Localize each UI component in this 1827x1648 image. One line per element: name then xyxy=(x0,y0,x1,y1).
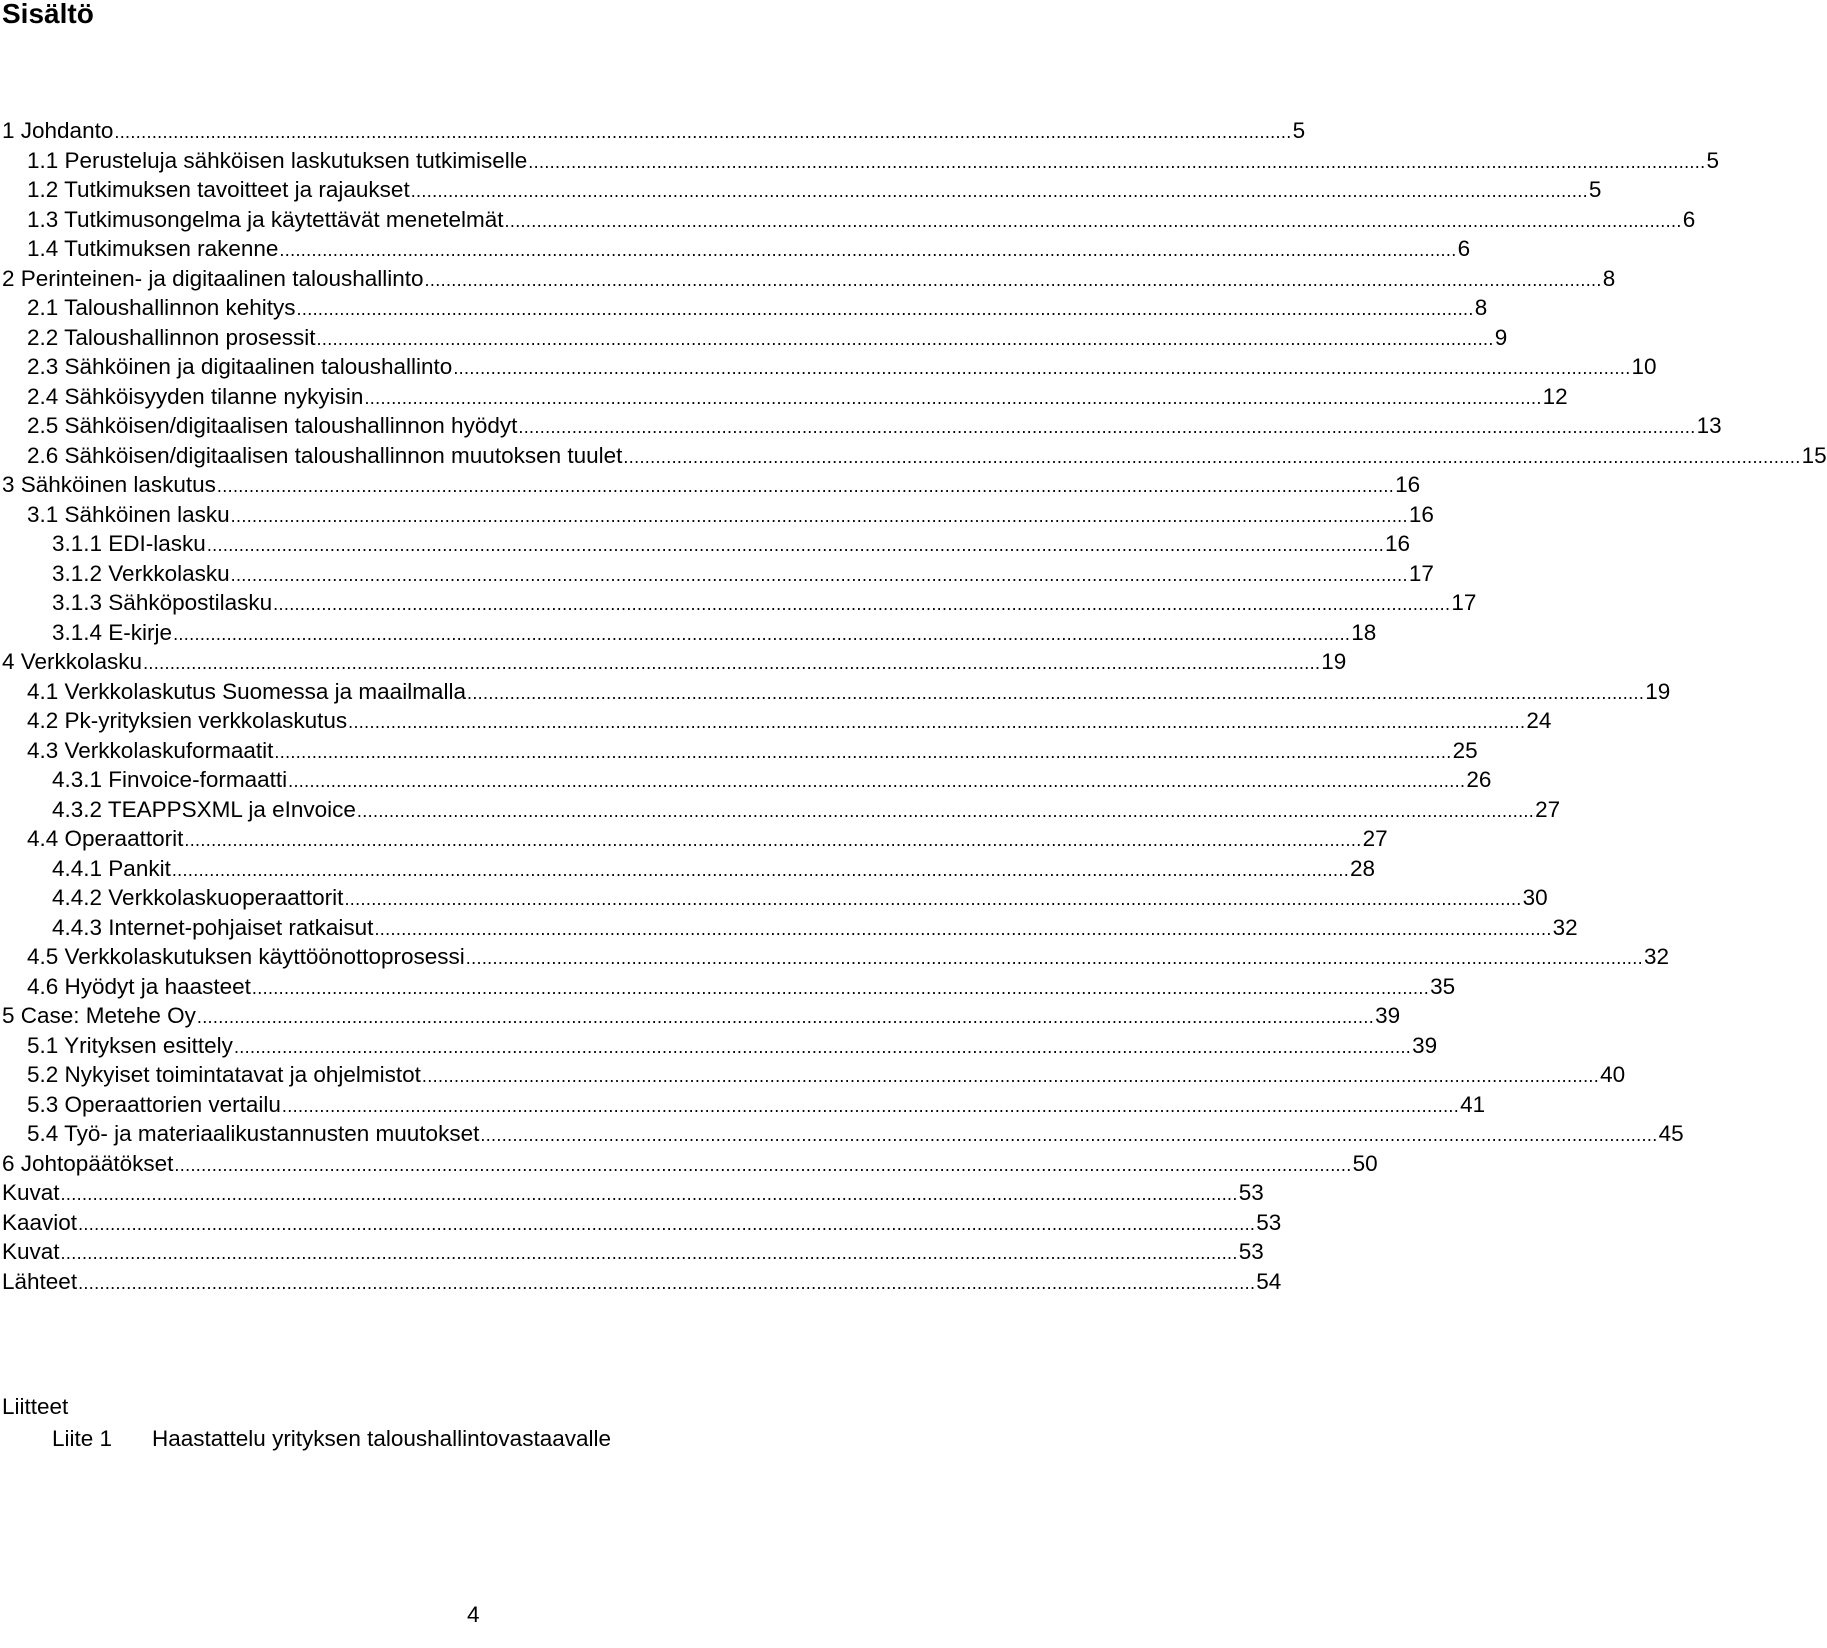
toc-entry-label: 3.1.1 EDI-lasku xyxy=(52,531,206,556)
dot-leader: ............................................................................................................................................................................................................................ xyxy=(316,328,1494,349)
toc-entry-label: Kuvat xyxy=(2,1239,60,1264)
toc-entry-page: 32 xyxy=(1552,914,1578,940)
toc-entry-page: 6 xyxy=(1457,236,1471,261)
appendix-id: Liite 1 xyxy=(52,1426,113,1451)
toc-entry-page: 45 xyxy=(1658,1121,1684,1146)
dot-leader: ............................................................................................................................................................................................................................ xyxy=(410,181,1588,201)
dot-leader: ............................................................................................................................................................................................................................ xyxy=(273,594,1451,614)
dot-leader: ............................................................................................................................................................................................................................ xyxy=(528,151,1706,172)
toc-entry xyxy=(2,1208,1282,1238)
dot-leader: ............................................................................................................................................................................................................................ xyxy=(143,653,1321,673)
page-number: 4 xyxy=(467,1602,480,1627)
toc-entry-page: 53 xyxy=(1256,1209,1282,1235)
toc-entry-label: 2.5 Sähköisen/digitaalisen taloushallinnon hyödyt xyxy=(27,413,518,438)
toc-entry-label: 1.3 Tutkimusongelma ja käytettävät menetelmät xyxy=(27,206,504,232)
toc-entry xyxy=(52,618,1377,648)
toc-entry xyxy=(52,854,1376,884)
dot-leader: ............................................................................................................................................................................................................................ xyxy=(196,1007,1375,1027)
toc-entry-page: 16 xyxy=(1385,531,1411,556)
toc-entry-page: 12 xyxy=(1542,383,1568,409)
dot-leader: ............................................................................................................................................................................................................................ xyxy=(171,859,1350,880)
toc-entry-page: 27 xyxy=(1362,826,1388,851)
toc-entry-label: 5.3 Operaattorien vertailu xyxy=(27,1091,281,1117)
toc-entry-page: 8 xyxy=(1474,295,1488,320)
toc-entry-label: Kuvat xyxy=(2,1180,60,1205)
toc-entry xyxy=(27,205,1696,235)
dot-leader: ............................................................................................................................................................................................................................ xyxy=(356,800,1535,821)
toc-entry xyxy=(52,883,1548,913)
toc-entry xyxy=(27,824,1388,854)
toc-entry-label: 5.4 Työ- ja materiaalikustannusten muutokset xyxy=(27,1121,480,1146)
toc-entry-page: 53 xyxy=(1238,1239,1264,1264)
toc-entry xyxy=(2,1178,1264,1208)
toc-entry-page: 32 xyxy=(1643,944,1670,969)
toc-entry-label: 2.2 Taloushallinnon prosessit xyxy=(27,324,316,350)
toc-entry-page: 13 xyxy=(1696,413,1722,438)
toc-entry-page: 41 xyxy=(1460,1091,1486,1117)
toc-entry xyxy=(52,559,1434,589)
toc-entry-label: 4.3 Verkkolaskuformaatit xyxy=(27,737,274,763)
toc-entry-page: 16 xyxy=(1395,472,1421,497)
toc-entry-page: 39 xyxy=(1412,1032,1438,1058)
toc-entry xyxy=(27,942,1670,972)
dot-leader: ............................................................................................................................................................................................................................ xyxy=(453,358,1631,378)
dot-leader: ............................................................................................................................................................................................................................ xyxy=(421,1066,1600,1086)
toc-entry xyxy=(27,706,1552,736)
toc-entry xyxy=(27,411,1722,441)
toc-entry-label: 4.4.3 Internet-pohjaiset ratkaisut xyxy=(52,914,374,940)
toc-entry-label: 3.1.2 Verkkolasku xyxy=(52,560,230,586)
dot-leader: ............................................................................................................................................................................................................................ xyxy=(518,417,1696,437)
toc-entry-label: 2.1 Taloushallinnon kehitys xyxy=(27,295,296,320)
toc-entry-page: 5 xyxy=(1706,147,1719,173)
toc-entry-label: 4.4.2 Verkkolaskuoperaattorit xyxy=(52,885,344,910)
toc-entry-label: 3.1.4 E-kirje xyxy=(52,619,173,645)
toc-entry-label: 4.1 Verkkolaskutus Suomessa ja maailmalla xyxy=(27,678,466,704)
toc-entry-label: Lähteet xyxy=(2,1268,78,1294)
toc-entry-page: 27 xyxy=(1535,796,1561,822)
toc-entry-page: 6 xyxy=(1682,206,1696,232)
toc-entry-label: 3 Sähköinen laskutus xyxy=(2,472,216,497)
toc-entry-page: 9 xyxy=(1494,324,1508,350)
toc-entry-label: 6 Johtopäätökset xyxy=(2,1150,174,1176)
dot-leader: ............................................................................................................................................................................................................................ xyxy=(274,741,1452,762)
toc-entry-label: 3.1 Sähköinen lasku xyxy=(27,501,230,527)
toc-entry-label: 4.2 Pk-yrityksien verkkolaskutus xyxy=(27,708,348,733)
toc-entry-page: 39 xyxy=(1375,1003,1401,1028)
toc-entry xyxy=(27,146,1719,176)
toc-entry-label: 1 Johdanto xyxy=(2,118,114,143)
dot-leader: ............................................................................................................................................................................................................................ xyxy=(288,771,1466,791)
dot-leader: ............................................................................................................................................................................................................................ xyxy=(424,269,1602,290)
dot-leader: ............................................................................................................................................................................................................................ xyxy=(78,1272,1256,1293)
toc-entry-label: 1.4 Tutkimuksen rakenne xyxy=(27,236,279,261)
toc-entry-label: 2.3 Sähköinen ja digitaalinen taloushallinto xyxy=(27,354,453,379)
toc-entry-page: 10 xyxy=(1631,354,1657,379)
dot-leader: ............................................................................................................................................................................................................................ xyxy=(364,387,1542,408)
toc-entry-page: 17 xyxy=(1451,590,1477,615)
toc-entry-label: 4 Verkkolasku xyxy=(2,649,143,674)
toc-entry-page: 25 xyxy=(1452,737,1478,763)
toc-entry-label: 4.3.1 Finvoice-formaatti xyxy=(52,767,288,792)
dot-leader: ............................................................................................................................................................................................................................ xyxy=(251,977,1430,998)
dot-leader: ............................................................................................................................................................................................................................ xyxy=(60,1184,1238,1204)
toc-entry-page: 30 xyxy=(1522,885,1548,910)
page-title: Sisältö xyxy=(2,0,94,29)
toc-entry-page: 8 xyxy=(1602,265,1616,291)
toc-entry xyxy=(2,116,1306,146)
toc-entry-page: 53 xyxy=(1238,1180,1264,1205)
toc-entry-label: 4.6 Hyödyt ja haasteet xyxy=(27,973,251,999)
toc-entry-page: 35 xyxy=(1430,973,1456,999)
dot-leader: ............................................................................................................................................................................................................................ xyxy=(216,476,1395,496)
dot-leader: ............................................................................................................................................................................................................................ xyxy=(374,918,1552,939)
toc-entry xyxy=(27,1119,1684,1149)
toc-entry-page: 24 xyxy=(1526,708,1552,733)
toc-entry-label: 1.1 Perusteluja sähköisen laskutuksen tutkimiselle xyxy=(27,147,528,173)
toc-entry xyxy=(2,1267,1282,1297)
dot-leader: ............................................................................................................................................................................................................................ xyxy=(480,1125,1658,1145)
dot-leader: ............................................................................................................................................................................................................................ xyxy=(230,564,1408,585)
toc-entry-page: 17 xyxy=(1408,560,1434,586)
appendix-heading: Liitteet xyxy=(2,1394,69,1419)
toc-entry-page: 50 xyxy=(1352,1150,1378,1176)
toc-entry-label: 4.5 Verkkolaskutuksen käyttöönottoprosessi xyxy=(27,944,465,969)
toc-entry xyxy=(2,264,1616,294)
dot-leader: ............................................................................................................................................................................................................................ xyxy=(279,240,1457,260)
dot-leader: ............................................................................................................................................................................................................................ xyxy=(296,299,1474,319)
toc-entry-page: 15 xyxy=(1801,442,1827,468)
dot-leader: ............................................................................................................................................................................................................................ xyxy=(173,623,1351,644)
toc-entry xyxy=(52,913,1578,943)
dot-leader: ............................................................................................................................................................................................................................ xyxy=(184,830,1362,850)
toc-entry xyxy=(27,677,1671,707)
toc-entry-label: 4.4.1 Pankit xyxy=(52,855,171,881)
dot-leader: ............................................................................................................................................................................................................................ xyxy=(348,712,1526,732)
toc-entry xyxy=(2,1149,1378,1179)
toc-entry-page: 19 xyxy=(1321,649,1347,674)
toc-entry-page: 26 xyxy=(1466,767,1492,792)
dot-leader: ............................................................................................................................................................................................................................ xyxy=(114,122,1292,142)
toc-entry-page: 5 xyxy=(1292,118,1306,143)
toc-entry xyxy=(52,529,1411,559)
toc-entry xyxy=(2,470,1421,500)
dot-leader: ............................................................................................................................................................................................................................ xyxy=(281,1095,1460,1116)
toc-entry-label: Kaaviot xyxy=(2,1209,78,1235)
toc-entry xyxy=(27,1090,1486,1120)
toc-entry xyxy=(52,588,1477,618)
toc-entry xyxy=(27,500,1434,530)
dot-leader: ............................................................................................................................................................................................................................ xyxy=(174,1154,1352,1175)
dot-leader: ............................................................................................................................................................................................................................ xyxy=(344,889,1522,909)
toc-entry xyxy=(27,234,1471,264)
toc-entry-label: 2 Perinteinen- ja digitaalinen taloushallinto xyxy=(2,265,424,291)
dot-leader: ............................................................................................................................................................................................................................ xyxy=(60,1243,1238,1263)
toc-entry-label: 5.2 Nykyiset toimintatavat ja ohjelmistot xyxy=(27,1062,421,1087)
toc-entry-page: 18 xyxy=(1351,619,1377,645)
toc-entry xyxy=(27,441,1827,471)
toc-entry xyxy=(2,1001,1401,1031)
toc-entry xyxy=(52,795,1561,825)
toc-entry xyxy=(27,352,1657,382)
toc-entry xyxy=(27,323,1508,353)
dot-leader: ............................................................................................................................................................................................................................ xyxy=(465,948,1643,968)
toc-entry xyxy=(27,972,1456,1002)
toc-entry-label: 5.1 Yrityksen esittely xyxy=(27,1032,233,1058)
toc-entry xyxy=(27,293,1488,323)
toc-entry-page: 5 xyxy=(1588,177,1602,202)
toc-entry xyxy=(27,382,1568,412)
toc-entry-label: 3.1.3 Sähköpostilasku xyxy=(52,590,273,615)
toc-entry xyxy=(2,1237,1264,1267)
dot-leader: ............................................................................................................................................................................................................................ xyxy=(623,446,1801,467)
toc-entry-label: 1.2 Tutkimuksen tavoitteet ja rajaukset xyxy=(27,177,410,202)
dot-leader: ............................................................................................................................................................................................................................ xyxy=(466,682,1645,703)
dot-leader: ............................................................................................................................................................................................................................ xyxy=(233,1036,1412,1057)
toc-entry-page: 40 xyxy=(1600,1062,1626,1087)
toc-entry xyxy=(27,1031,1438,1061)
toc-entry xyxy=(27,175,1602,205)
dot-leader: ............................................................................................................................................................................................................................ xyxy=(78,1213,1256,1234)
appendix-title: Haastattelu yrityksen taloushallintovastaavalle xyxy=(152,1426,611,1451)
toc-entry-label: 4.3.2 TEAPPSXML ja eInvoice xyxy=(52,796,356,822)
toc-entry-page: 28 xyxy=(1350,855,1376,881)
dot-leader: ............................................................................................................................................................................................................................ xyxy=(504,210,1682,231)
toc-entry-page: 54 xyxy=(1256,1268,1282,1294)
toc-entry-label: 5 Case: Metehe Oy xyxy=(2,1003,196,1028)
toc-entry xyxy=(27,736,1478,766)
dot-leader: ............................................................................................................................................................................................................................ xyxy=(230,505,1408,526)
toc-entry xyxy=(52,765,1492,795)
toc-entry xyxy=(27,1060,1626,1090)
toc-entry-label: 2.6 Sähköisen/digitaalisen taloushallinnon muutoksen tuulet xyxy=(27,442,623,468)
toc-entry-label: 4.4 Operaattorit xyxy=(27,826,184,851)
toc-entry-page: 19 xyxy=(1645,678,1671,704)
toc-entry-label: 2.4 Sähköisyyden tilanne nykyisin xyxy=(27,383,364,409)
toc-entry xyxy=(2,647,1347,677)
toc-entry-page: 16 xyxy=(1408,501,1434,527)
dot-leader: ............................................................................................................................................................................................................................ xyxy=(206,535,1385,555)
